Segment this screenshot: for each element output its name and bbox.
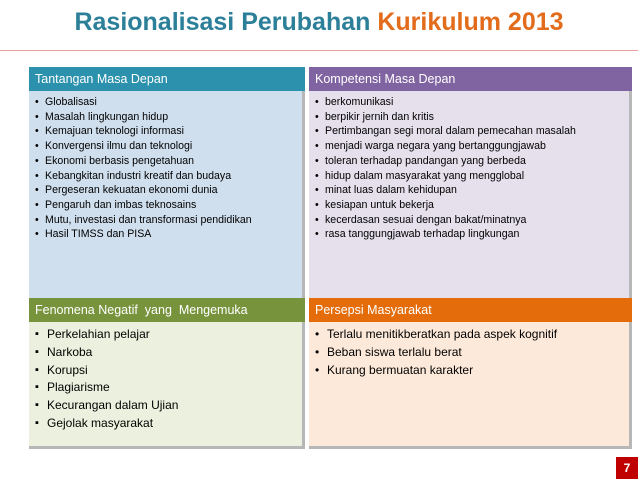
panel-kompetensi-masa-depan bbox=[309, 67, 632, 301]
list-item: • minat luas dalam kehidupan bbox=[315, 183, 625, 198]
panel-header-tantangan: Tantangan Masa Depan bbox=[29, 67, 305, 91]
panel-header-fenomena: Fenomena Negatif yang Mengemuka bbox=[29, 298, 305, 322]
tantangan-list bbox=[35, 95, 298, 242]
panel-tantangan-masa-depan bbox=[29, 67, 305, 301]
list-item: • Kurang bermuatan karakter bbox=[315, 362, 625, 380]
panel-header-kompetensi: Kompetensi Masa Depan bbox=[309, 67, 632, 91]
list-item: ▪ Korupsi bbox=[35, 362, 298, 380]
list-item: ▪ Narkoba bbox=[35, 344, 298, 362]
list-item: • Terlalu menitikberatkan pada aspek kognitif bbox=[315, 326, 625, 344]
list-item: • berpikir jernih dan kritis bbox=[315, 110, 625, 125]
page-number-badge: 7 bbox=[616, 457, 638, 479]
panel-body-fenomena bbox=[29, 322, 305, 449]
persepsi-list bbox=[315, 326, 625, 379]
list-item: • berkomunikasi bbox=[315, 95, 625, 110]
list-item: • Ekonomi berbasis pengetahuan bbox=[35, 154, 298, 169]
list-item: ▪ Gejolak masyarakat bbox=[35, 415, 298, 433]
list-item: ▪ Kecurangan dalam Ujian bbox=[35, 397, 298, 415]
list-item: • Kemajuan teknologi informasi bbox=[35, 124, 298, 139]
fenomena-list bbox=[35, 326, 298, 433]
slide-title bbox=[0, 8, 638, 37]
list-item: • Globalisasi bbox=[35, 95, 298, 110]
list-item: • kesiapan untuk bekerja bbox=[315, 198, 625, 213]
slide-title-accent: Kurikulum 2013 bbox=[377, 8, 564, 36]
list-item: • Hasil TIMSS dan PISA bbox=[35, 227, 298, 242]
list-item: • Pergeseran kekuatan ekonomi dunia bbox=[35, 183, 298, 198]
list-item: • hidup dalam masyarakat yang mengglobal bbox=[315, 169, 625, 184]
panel-body-persepsi bbox=[309, 322, 632, 449]
list-item: • Pertimbangan segi moral dalam pemecahan masalah bbox=[315, 124, 625, 139]
panel-persepsi-masyarakat bbox=[309, 298, 632, 449]
list-item: • Konvergensi ilmu dan teknologi bbox=[35, 139, 298, 154]
list-item: • rasa tanggungjawab terhadap lingkungan bbox=[315, 227, 625, 242]
list-item: • Masalah lingkungan hidup bbox=[35, 110, 298, 125]
slide-title-main: Rasionalisasi Perubahan bbox=[74, 8, 371, 36]
list-item: ▪ Perkelahian pelajar bbox=[35, 326, 298, 344]
list-item: • Pengaruh dan imbas teknosains bbox=[35, 198, 298, 213]
list-item: • toleran terhadap pandangan yang berbeda bbox=[315, 154, 625, 169]
panel-body-tantangan bbox=[29, 91, 305, 301]
list-item: • kecerdasan sesuai dengan bakat/minatnya bbox=[315, 213, 625, 228]
kompetensi-list bbox=[315, 95, 625, 242]
title-divider bbox=[0, 50, 638, 51]
list-item: • Kebangkitan industri kreatif dan budaya bbox=[35, 169, 298, 184]
list-item: • Mutu, investasi dan transformasi pendidikan bbox=[35, 213, 298, 228]
list-item: • menjadi warga negara yang bertanggungjawab bbox=[315, 139, 625, 154]
panel-body-kompetensi bbox=[309, 91, 632, 301]
list-item: ▪ Plagiarisme bbox=[35, 379, 298, 397]
list-item: • Beban siswa terlalu berat bbox=[315, 344, 625, 362]
panel-header-persepsi: Persepsi Masyarakat bbox=[309, 298, 632, 322]
panel-fenomena-negatif bbox=[29, 298, 305, 449]
